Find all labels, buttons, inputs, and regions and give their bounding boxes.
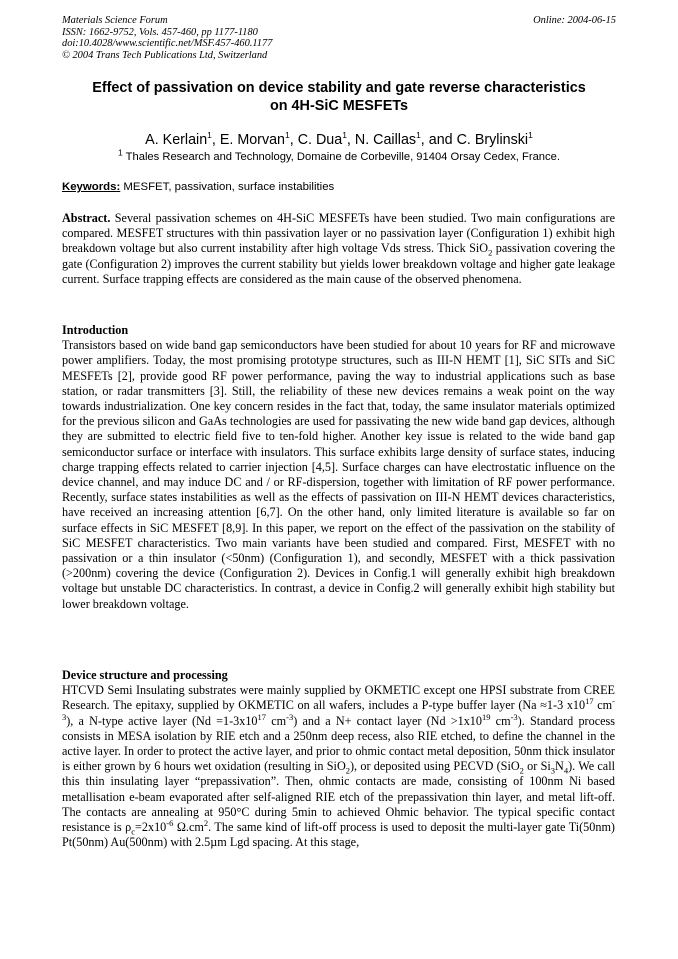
- title-line-1: Effect of passivation on device stability and gate reverse characteristics: [92, 80, 586, 96]
- online-date: Online: 2004-06-15: [533, 15, 616, 26]
- affiliation-mark: 1: [416, 130, 421, 141]
- affiliation-mark: 1: [285, 130, 290, 141]
- affiliation-mark: 1: [118, 147, 123, 158]
- author-name: E. Morvan: [219, 132, 285, 148]
- introduction-section: [62, 323, 615, 612]
- section-heading: Introduction: [62, 323, 129, 337]
- affiliation: [40, 147, 638, 164]
- keywords-text: MESFET, passivation, surface instabilities: [120, 181, 335, 193]
- author-name: N. Caillas: [354, 132, 417, 148]
- paper-title: [40, 80, 638, 115]
- copyright-line: © 2004 Trans Tech Publications Ltd, Switzerland: [62, 49, 268, 61]
- journal-name: Materials Science Forum: [62, 15, 168, 26]
- keywords-label: Keywords: [62, 181, 117, 193]
- affiliation-mark: 1: [528, 130, 533, 141]
- title-line-2: on 4H-SiC MESFETs: [269, 97, 409, 114]
- device-text: HTCVD Semi Insulating substrates were mainly supplied by OKMETIC except one HPSI substrate from CREE Research. The epitaxy, supplied by OKMETIC on all wafers, includes a P-type buffer layer (Na ≈1-3 $x10^{17}$ $cm^{-3}$), a N-type active layer ($Nd =1-3x10^{17}$ $cm^{-3}$) and a N+ contact layer ($Nd >1x10^{19}$ $cm^{-3}$). Standard process consists in MESA isolation by RIE etch and a 250nm deep recess, also RIE etched, to define the channel in the active layer. In order to protect the active layer, and prior to ohmic contact metal deposition, 50nm thick insulator is either grown by 6 hours wet oxidation (resulting in SiO$_2$), or deposited using PECVD (SiO$_2$ or $Si_3N_4$). We call this thin insulating layer “prepassivation”. Then, ohmic contacts are made, consisting of 100nm Ni based metallisation e-beam evaporated after self-aligned RIE etch of the prepassivation thin layer, and metal lift-off. The contacts are annealing at 950°C during 5min to achieved Ohmic behavior. The typical specific contact resistance is $\rho_c=2x10^{-6}$ $\Omega.cm^2$. The same kind of lift-off process is used to deposit the multi-layer gate Ti(50nm) Pt(50nm) Au(500nm) with 2.5µm Lgd spacing. At this stage,: [62, 683, 616, 850]
- affiliation-mark: 1: [342, 130, 347, 141]
- author-name: C. Dua: [297, 132, 343, 148]
- publication-header: [62, 15, 272, 61]
- abstract-label: Abstract.: [62, 211, 111, 225]
- author-list: A. Kerlain$^1$, E. Morvan$^1$, C. Dua$^1$, N. Caillas$^1$, and C. Brylinski$^1$: [145, 130, 533, 148]
- device-section: [62, 668, 615, 850]
- introduction-text: Transistors based on wide band gap semiconductors have been studied for about 10 years for RF and microwave power amplifiers. Today, the most promising prototype structures, such as III-N HEMT [1], SiC SITs and SiC MESFETs [2], provide good RF power performance, paving the way to industrial applications such as base station, or radar transmitters [3]. Still, the reliability of these new devices remains a weak point on the way towards industrialization. One key concern resides in the fact that, today, the same insulator materials optimized for the previous silicon and GaAs technologies are used for passivating the new wide band gap devices, although they are submitted to electric field five to ten-fold higher. Another key issue is related to the wide band gap semiconductor surface or interface with insulators. This surface exhibits large density of surface states, inducing charge trapping effects related to carrier injection [4,5]. Surface charges can have electrostatic influence on the device channel, and may induce DC and / or RF-dispersion, together with limitation of RF power performance. Recently, surface states instabilities as well as the effects of passivation on III-N HEMT devices characteristics, have received an increasing attention [6,7]. On the other hand, only limited literature is available so far on surface effects in SiC MESFET [8,9]. In this paper, we report on the effect of the passivation on the stability of SiC MESFET characteristics. Two main variants have been studied and compared. First, MESFET with no passivation or a thin insulator (<50nm) (Configuration 1), and secondly, MESFET with a thick passivation (>200nm) covering the device (Configuration 2). Devices in Config.1 will generally exhibit high breakdown voltage but unstable DC characteristics. In contrast, a device in Config.2 will generally exhibit high stability but lower breakdown voltage.: [62, 338, 615, 611]
- issn-line: ISSN: 1662-9752, Vols. 457-460, pp 1177-1180: [62, 26, 258, 38]
- author-name: A. Kerlain: [145, 132, 208, 148]
- affiliation-text: Thales Research and Technology, Domaine de Corbeville, 91404 Orsay Cedex, France.: [122, 151, 560, 163]
- keywords: Keywords: MESFET, passivation, surface instabilities: [62, 181, 335, 193]
- affiliation-mark: 1: [207, 130, 212, 141]
- section-heading: Device structure and processing: [62, 668, 228, 682]
- author-name: C. Brylinski: [456, 132, 529, 148]
- doi-line: doi:10.4028/www.scientific.net/MSF.457-460.1177: [62, 38, 273, 50]
- abstract: Abstract. Several passivation schemes on 4H-SiC MESFETs have been studied. Two main configurations are compared. MESFET structures with thin passivation layer or no passivation layer (Configuration 1) exhibit high breakdown voltage but also current instability after high voltage Vds stress. Thick SiO$_2$ passivation covering the gate (Configuration 2) improves the current stability but yields lower breakdown voltage and higher gate leakage current. Surface trapping effects are considered as the main cause of the observed phenomena.: [62, 211, 615, 286]
